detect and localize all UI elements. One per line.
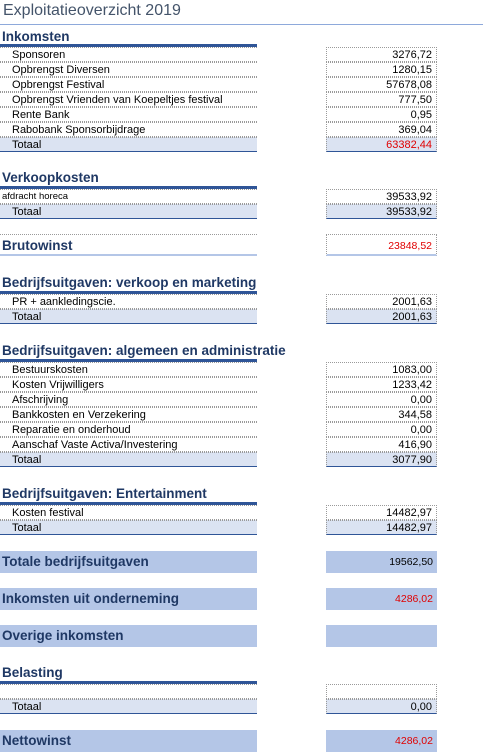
totale-bedrijfsuitgaven-label: Totale bedrijfsuitgaven	[2, 554, 149, 569]
totale-bedrijfsuitgaven-value[interactable]: 19562,50	[326, 551, 437, 573]
row-label: Reparatie en onderhoud	[12, 424, 131, 436]
total-row[interactable]	[0, 520, 257, 535]
section-heading-belasting: Belasting	[2, 665, 63, 680]
table-row[interactable]	[0, 189, 257, 204]
row-label: Opbrengst Festival	[12, 79, 105, 91]
value-cell-empty[interactable]	[326, 684, 437, 699]
brutowinst-row[interactable]	[0, 234, 257, 256]
section-heading-entertainment: Bedrijfsuitgaven: Entertainment	[2, 486, 207, 501]
brutowinst-value[interactable]: 23848,52	[326, 234, 437, 256]
value-cell[interactable]: 344,58	[326, 407, 437, 422]
total-label: Totaal	[12, 206, 42, 218]
row-label: Opbrengst Vrienden van Koepeltjes festival	[12, 94, 223, 106]
table-row-empty[interactable]	[0, 684, 257, 699]
table-row[interactable]	[0, 392, 257, 407]
value-cell[interactable]: 3276,72	[326, 47, 437, 62]
title-divider	[0, 24, 483, 25]
table-row[interactable]	[0, 362, 257, 377]
value-cell[interactable]: 39533,92	[326, 189, 437, 204]
value-cell[interactable]: 0,95	[326, 107, 437, 122]
total-label: Totaal	[12, 311, 42, 323]
value-cell[interactable]: 369,04	[326, 122, 437, 137]
table-row[interactable]	[0, 407, 257, 422]
inkomsten-onderneming-label: Inkomsten uit onderneming	[2, 591, 180, 606]
row-label: Rabobank Sponsorbijdrage	[12, 124, 146, 136]
value-cell[interactable]: 0,00	[326, 422, 437, 437]
inkomsten-onderneming-row[interactable]	[0, 588, 257, 610]
total-value-cell[interactable]: 0,00	[326, 699, 437, 714]
row-label: Kosten festival	[12, 507, 84, 519]
table-row[interactable]	[0, 92, 257, 107]
total-row[interactable]	[0, 137, 257, 152]
value-cell[interactable]: 416,90	[326, 437, 437, 452]
total-row[interactable]	[0, 309, 257, 324]
row-label: Afschrijving	[12, 394, 69, 406]
row-label: Opbrengst Diversen	[12, 64, 110, 76]
value-cell[interactable]: 1280,15	[326, 62, 437, 77]
total-row[interactable]	[0, 452, 257, 467]
table-row[interactable]	[0, 505, 257, 520]
row-label: afdracht horeca	[2, 191, 69, 202]
totale-bedrijfsuitgaven-row[interactable]	[0, 551, 257, 573]
total-row[interactable]	[0, 699, 257, 714]
total-value-cell[interactable]: 63382,44	[326, 137, 437, 152]
total-value-cell[interactable]: 3077,90	[326, 452, 437, 467]
table-row[interactable]	[0, 294, 257, 309]
row-label: Rente Bank	[12, 109, 70, 121]
total-value-cell[interactable]: 2001,63	[326, 309, 437, 324]
value-cell[interactable]: 14482,97	[326, 505, 437, 520]
section-heading-verkoop-marketing: Bedrijfsuitgaven: verkoop en marketing	[2, 275, 257, 290]
table-row[interactable]	[0, 47, 257, 62]
nettowinst-label: Nettowinst	[2, 733, 71, 748]
sheet-title: Exploitatieoverzicht 2019	[3, 2, 181, 19]
value-cell[interactable]: 1083,00	[326, 362, 437, 377]
inkomsten-onderneming-value[interactable]: 4286,02	[326, 588, 437, 610]
brutowinst-label: Brutowinst	[2, 238, 73, 253]
total-row[interactable]	[0, 204, 257, 219]
nettowinst-value[interactable]: 4286,02	[326, 730, 437, 752]
table-row[interactable]	[0, 437, 257, 452]
value-cell[interactable]: 777,50	[326, 92, 437, 107]
table-row[interactable]	[0, 77, 257, 92]
row-label: Bankkosten en Verzekering	[12, 409, 146, 421]
row-label: PR + aankledingscie.	[12, 296, 116, 308]
value-cell[interactable]: 57678,08	[326, 77, 437, 92]
table-row[interactable]	[0, 422, 257, 437]
row-label: Bestuurskosten	[12, 364, 88, 376]
total-label: Totaal	[12, 139, 42, 151]
nettowinst-row[interactable]	[0, 730, 257, 752]
row-label: Kosten Vrijwilligers	[12, 379, 104, 391]
value-cell[interactable]: 0,00	[326, 392, 437, 407]
table-row[interactable]	[0, 107, 257, 122]
section-heading-verkoopkosten: Verkoopkosten	[2, 170, 99, 185]
overige-inkomsten-row[interactable]	[0, 625, 257, 647]
total-label: Totaal	[12, 522, 42, 534]
total-label: Totaal	[12, 701, 42, 713]
table-row[interactable]	[0, 62, 257, 77]
section-heading-inkomsten: Inkomsten	[2, 29, 70, 44]
total-value-cell[interactable]: 14482,97	[326, 520, 437, 535]
table-row[interactable]	[0, 377, 257, 392]
table-row[interactable]	[0, 122, 257, 137]
total-value-cell[interactable]: 39533,92	[326, 204, 437, 219]
value-cell[interactable]: 1233,42	[326, 377, 437, 392]
overige-inkomsten-value[interactable]	[326, 625, 437, 647]
total-label: Totaal	[12, 454, 42, 466]
value-cell[interactable]: 2001,63	[326, 294, 437, 309]
overige-inkomsten-label: Overige inkomsten	[2, 628, 124, 643]
row-label: Aanschaf Vaste Activa/Investering	[12, 439, 178, 451]
row-label: Sponsoren	[12, 49, 66, 61]
section-heading-algemeen: Bedrijfsuitgaven: algemeen en administratie	[2, 343, 286, 358]
